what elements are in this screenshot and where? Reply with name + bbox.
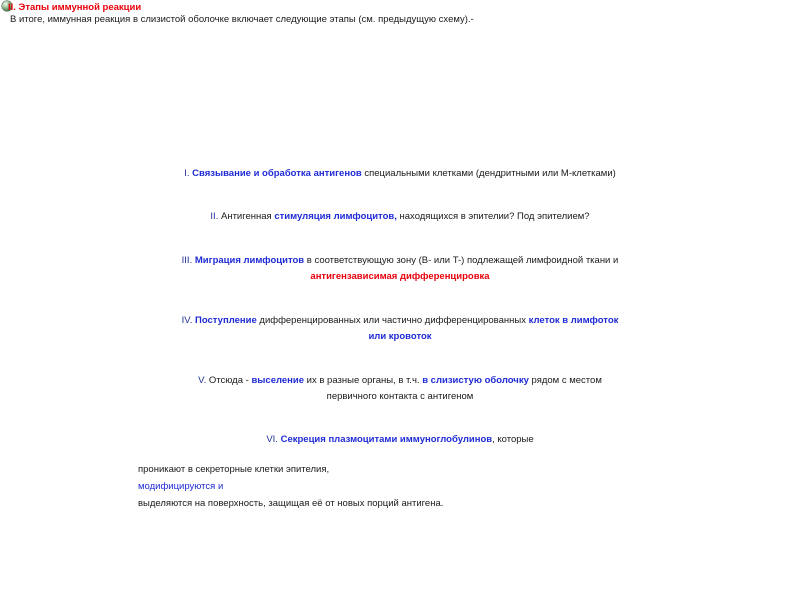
stage-1-number: I. (184, 168, 193, 179)
stage-2-text: находящихся в эпителии? Под эпителием? (396, 211, 590, 222)
stage-1-text: специальными клетками (дендритными или М-клетками) (361, 168, 616, 179)
stage-6 (0, 432, 800, 448)
stage-4 (0, 313, 800, 345)
stage-4-emphasis-2: клеток в лимфоток (528, 315, 619, 326)
stage-4-line2: или кровоток (368, 331, 432, 342)
stage-3 (0, 253, 800, 285)
stage-5 (0, 373, 800, 405)
stage-4-emphasis: Поступление (195, 315, 257, 326)
details-line-2: модифицируются и (138, 481, 224, 492)
stage-3-line2: антигензависимая дифференцировка (310, 271, 490, 282)
stage-3-number: III. (181, 255, 195, 266)
stage-2-number: II. (210, 211, 221, 222)
stage-5-text: их в разные органы, в т.ч. (304, 375, 423, 386)
stage-2-emphasis: стимуляция лимфоцитов, (274, 211, 397, 222)
stage-1 (0, 166, 800, 182)
stage-5-number: V. (198, 375, 209, 386)
stage-6-emphasis: Секреция плазмоцитами иммуноглобулинов (280, 434, 493, 445)
stage-3-text: в соответствующую зону (B- или T-) подлежащей лимфоидной ткани и (304, 255, 619, 266)
stage-2-pre: Антигенная (220, 211, 275, 222)
stage-6-text: , которые (492, 434, 534, 445)
stage-5-pre: Отсюда - (208, 375, 252, 386)
stage-5-text-2: рядом с местом (528, 375, 602, 386)
page-title: II. Этапы иммунной реакции (8, 2, 142, 13)
details-line-1: проникают в секреторные клетки эпителия, (138, 464, 330, 475)
stage-5-emphasis: выселение (251, 375, 305, 386)
stage-6-details (138, 461, 443, 512)
stage-4-text: дифференцированных или частично дифференцированных (256, 315, 529, 326)
stage-1-emphasis: Связывание и обработка антигенов (192, 168, 362, 179)
stage-3-emphasis: Миграция лимфоцитов (194, 255, 305, 266)
stage-5-line2: первичного контакта с антигеном (326, 391, 474, 402)
stage-2 (0, 209, 800, 225)
stage-5-emphasis-2: в слизистую оболочку (422, 375, 529, 386)
stage-4-number: IV. (181, 315, 195, 326)
intro-text: В итоге, иммунная реакция в слизистой оболочке включает следующие этапы (см. предыдущую схему).- (10, 14, 474, 25)
details-line-3: выделяются на поверхность, защищая её от новых порций антигена. (138, 498, 444, 509)
stage-6-number: VI. (266, 434, 281, 445)
